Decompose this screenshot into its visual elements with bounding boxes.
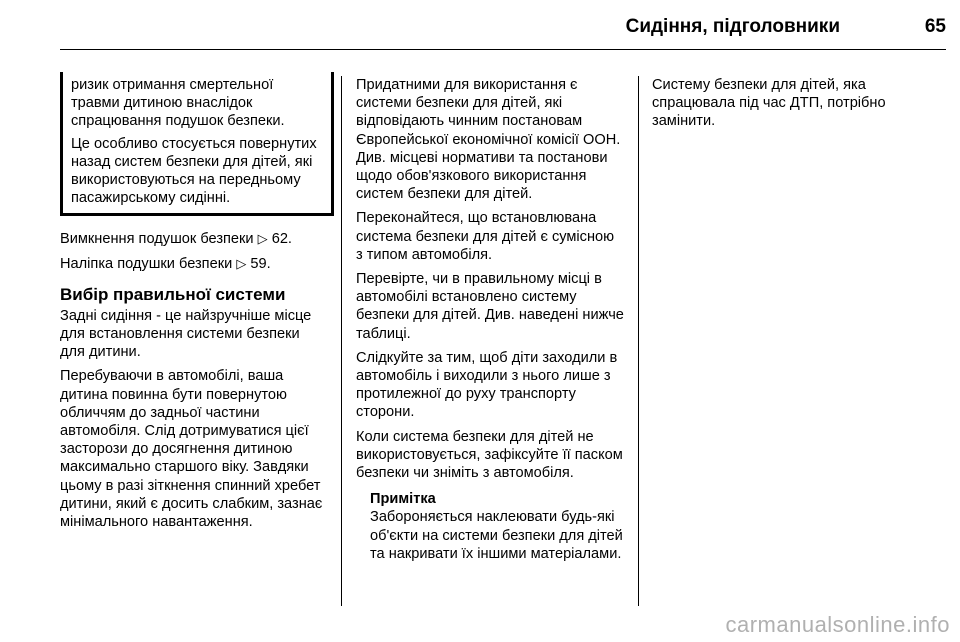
warning-paragraph: Це особливо стосується повернутих назад систем безпеки для дітей, які використовуються на передньому пасажирському сидінні. [71, 135, 317, 207]
note-title: Примітка [370, 491, 436, 508]
watermark: carmanualsonline.info [725, 612, 950, 637]
cross-reference-page: 62. [271, 231, 292, 248]
body-paragraph: Придатними для використання є системи безпеки для дітей, які відповідають чинним постановам Європейської економічної комісії ООН. Див. місцеві нормативи та постанови щодо обов'язкового використання систем безпеки для дітей. [356, 77, 621, 203]
body-paragraph: Перевірте, чи в правильному місці в автомобілі встановлено систему безпеки для дітей. Див. наведені нижче таблиці. [356, 271, 624, 342]
column-3 [652, 76, 942, 137]
body-paragraph: Перебуваючи в автомобілі, ваша дитина повинна бути повернутою обличчям до задньої частини автомобіля. Слід дотримуватися цієї засторози до досягнення дитиною максимально старшого віку. Завдяки цьому в разі зіткнення спинний хребет дитини, який є досить слабким, зазнає мінімального навантаження. [60, 368, 323, 531]
page-number: 65 [924, 16, 946, 37]
cross-reference-text: Вимкнення подушок безпеки [60, 231, 254, 248]
column-2 [356, 76, 624, 563]
cross-reference [60, 230, 328, 248]
body-paragraph: Коли система безпеки для дітей не використовується, зафіксуйте її паском безпеки чи зніміть з автомобіля. [356, 428, 623, 482]
body-paragraph: Переконайтеся, що встановлювана система безпеки для дітей є сумісною з типом автомобіля. [356, 210, 615, 263]
section-heading: Вибір правильної системи [60, 284, 286, 304]
page-ref-arrow-icon: ▷ [236, 255, 247, 271]
body-paragraph: Задні сидіння - це найзручніше місце для встановлення системи безпеки для дитини. [60, 307, 312, 361]
note-block [370, 490, 624, 563]
column-divider [341, 76, 342, 606]
column-divider [638, 76, 639, 606]
page-header-title: Сидіння, підголовники [625, 16, 840, 37]
body-paragraph: Слідкуйте за тим, щоб діти заходили в автомобіль і виходили з нього лише з протилежної до руху транспорту сторони. [356, 349, 618, 421]
cross-reference-text: Наліпка подушки безпеки [60, 255, 233, 272]
cross-reference-page: 59. [250, 255, 271, 272]
page-ref-arrow-icon: ▷ [257, 231, 268, 247]
warning-box [60, 72, 334, 216]
warning-paragraph: ризик отримання смертельної травми дитиною внаслідок спрацювання подушок безпеки. [71, 77, 285, 130]
cross-reference [60, 255, 328, 273]
body-paragraph: Систему безпеки для дітей, яка спрацювала під час ДТП, потрібно замінити. [652, 77, 886, 130]
note-text: Забороняється наклеювати будь-які об'єкти на системи безпеки для дітей та накривати їх іншими матеріалами. [370, 509, 623, 562]
header-rule [60, 49, 946, 50]
column-1 [60, 76, 328, 537]
